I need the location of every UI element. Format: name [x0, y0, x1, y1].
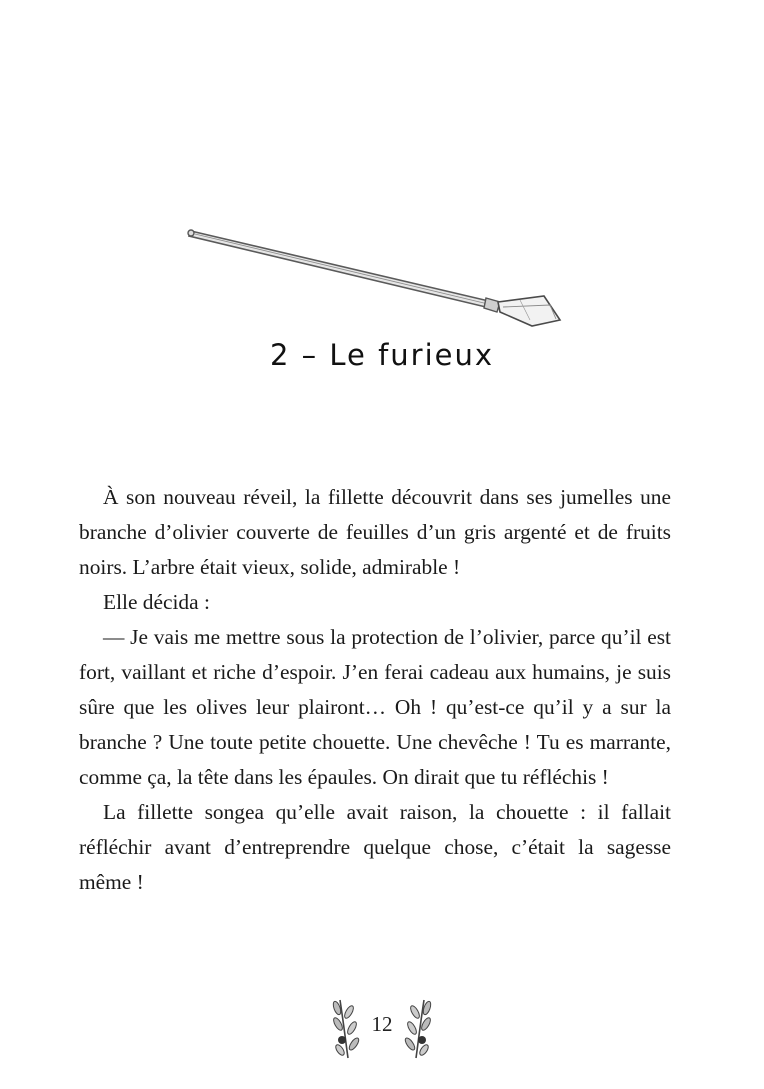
spear-icon [0, 0, 764, 360]
paragraph: — Je vais me mettre sous la protection de l’olivier, parce qu’il est fort, vaillant et riche d’espoir. J’en ferai cadeau aux humains, je suis sûre que les olives leur plairont… Oh ! qu’est-ce qu’il y a sur la branche ? Une toute petite chouette. Une chevêche ! Tu es marrante, comme ça, la tête dans les épaules. On dirait que tu réfléchis ! [79, 625, 671, 789]
paragraph: Elle décida : [103, 590, 210, 614]
olive-branch-icon [396, 996, 436, 1060]
chapter-title: 2 – Le furieux [269, 338, 495, 372]
page-number: 12 [371, 1012, 393, 1036]
body-text [79, 480, 671, 900]
paragraph: À son nouveau réveil, la fillette découvrit dans ses jumelles une branche d’olivier couverte de feuilles d’un gris argenté et de fruits noirs. L’arbre était vieux, solide, admirable ! [79, 485, 671, 579]
paragraph: La fillette songea qu’elle avait raison, la chouette : il fallait réfléchir avant d’entreprendre quelque chose, c’était la sagesse même ! [79, 800, 671, 894]
